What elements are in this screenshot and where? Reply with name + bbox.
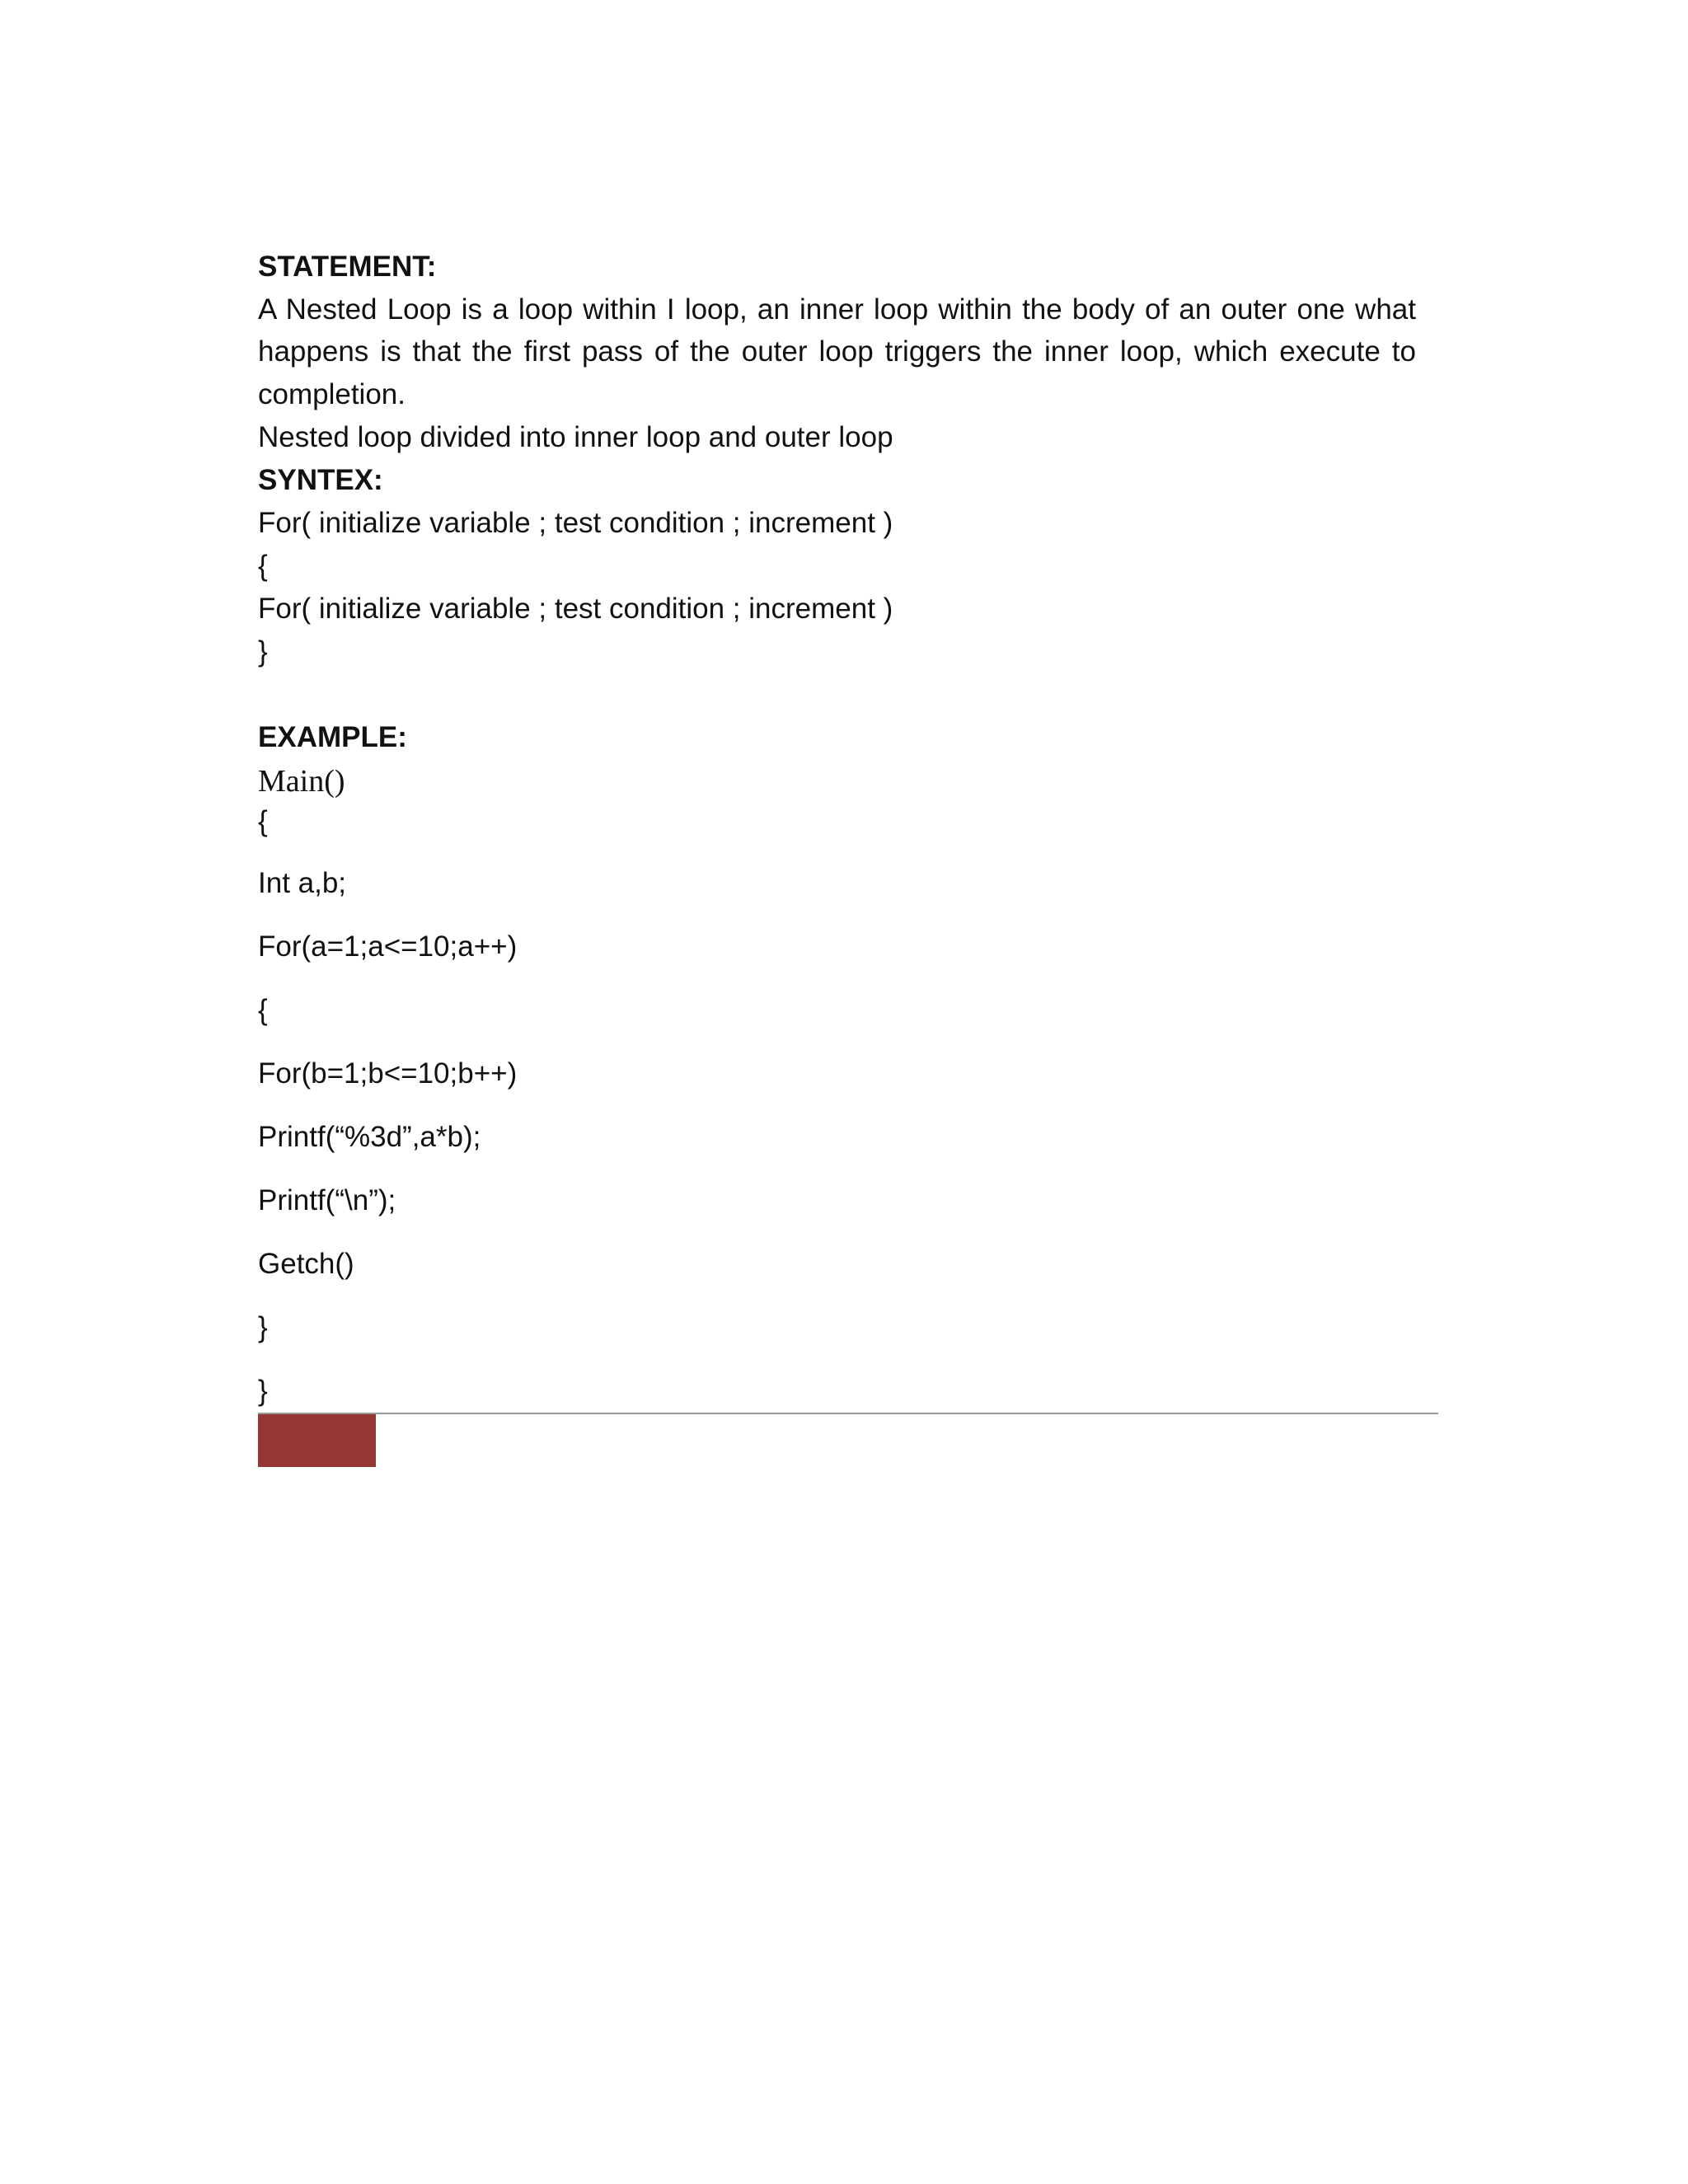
example-code-line: { [258, 994, 268, 1026]
example-code-line: } [258, 1311, 268, 1343]
example-code-line: { [258, 805, 268, 837]
statement-paragraph-line-3: completion. [258, 378, 406, 410]
example-code-line: } [258, 1375, 268, 1407]
example-heading: EXAMPLE: [258, 721, 407, 753]
example-main-line: Main() [258, 764, 345, 799]
footer-rule [258, 1413, 1438, 1414]
example-code-line: Printf(“%3d”,a*b); [258, 1121, 481, 1153]
statement-paragraph-line-1: A Nested Loop is a loop within I loop, an inner loop within the body of an outer one what [258, 293, 1416, 326]
syntax-line: For( initialize variable ; test condition ; increment ) [258, 507, 893, 539]
syntax-line: { [258, 550, 268, 582]
statement-heading: STATEMENT: [258, 251, 437, 283]
footer-accent-block [258, 1414, 376, 1467]
statement-paragraph-line-2: happens is that the first pass of the outer loop triggers the inner loop, which execute to [258, 335, 1416, 368]
example-code-line: Int a,b; [258, 867, 347, 899]
example-code-line: Printf(“\n”); [258, 1184, 396, 1216]
syntax-heading: SYNTEX: [258, 464, 383, 496]
example-code-line: Getch() [258, 1248, 354, 1280]
syntax-line: For( initialize variable ; test condition ; increment ) [258, 593, 893, 625]
statement-note: Nested loop divided into inner loop and outer loop [258, 421, 893, 453]
syntax-line: } [258, 635, 268, 668]
example-code-line: For(b=1;b<=10;b++) [258, 1057, 518, 1090]
example-code-line: For(a=1;a<=10;a++) [258, 930, 518, 963]
